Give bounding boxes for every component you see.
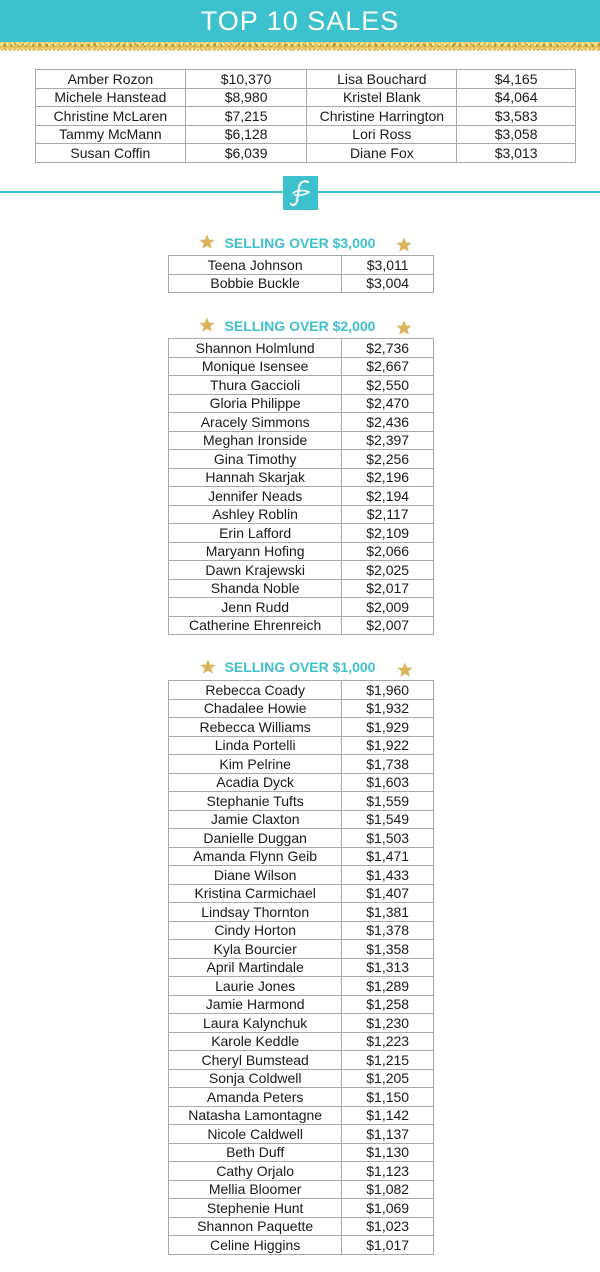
seller-name: Shannon Paquette — [169, 1217, 342, 1236]
seller-name: Kristina Carmichael — [169, 884, 342, 903]
table-row — [36, 88, 576, 107]
table-row — [169, 256, 434, 275]
sales-amount: $1,230 — [342, 1014, 434, 1033]
sales-amount: $2,109 — [342, 524, 434, 543]
sales-amount: $3,583 — [457, 107, 576, 126]
table-row — [169, 339, 434, 358]
sales-amount: $1,289 — [342, 977, 434, 996]
sales-amount: $1,929 — [342, 718, 434, 737]
sales-amount: $1,137 — [342, 1125, 434, 1144]
seller-name: Stephenie Hunt — [169, 1199, 342, 1218]
seller-name: Amber Rozon — [36, 70, 186, 89]
seller-name: Diane Wilson — [169, 866, 342, 885]
table-row — [169, 977, 434, 996]
seller-name: Dawn Krajewski — [169, 561, 342, 580]
seller-name: Hannah Skarjak — [169, 468, 342, 487]
sales-amount: $1,313 — [342, 958, 434, 977]
sales-amount: $1,603 — [342, 773, 434, 792]
sales-amount: $1,549 — [342, 810, 434, 829]
sales-amount: $2,017 — [342, 579, 434, 598]
table-row — [36, 107, 576, 126]
table-row — [169, 903, 434, 922]
seller-name: Bobbie Buckle — [169, 274, 342, 293]
seller-name: Gina Timothy — [169, 450, 342, 469]
page-title: TOP 10 SALES — [200, 5, 400, 36]
star-icon — [397, 662, 413, 678]
sales-amount: $2,397 — [342, 431, 434, 450]
seller-name: Christine McLaren — [36, 107, 186, 126]
table-row — [169, 505, 434, 524]
sales-amount: $1,130 — [342, 1143, 434, 1162]
sales-amount: $1,559 — [342, 792, 434, 811]
sales-amount: $2,550 — [342, 376, 434, 395]
sales-amount: $1,503 — [342, 829, 434, 848]
table-row — [169, 736, 434, 755]
table-row — [169, 866, 434, 885]
seller-name: Kristel Blank — [307, 88, 457, 107]
seller-name: Susan Coffin — [36, 144, 186, 163]
sales-amount: $1,023 — [342, 1217, 434, 1236]
table-row — [169, 995, 434, 1014]
section-title-over-3000: SELLING OVER $3,000 — [224, 235, 376, 251]
seller-name: Danielle Duggan — [169, 829, 342, 848]
sales-amount: $7,215 — [185, 107, 307, 126]
table-row — [169, 394, 434, 413]
table-row — [169, 718, 434, 737]
table-row — [169, 1143, 434, 1162]
seller-name: Kim Pelrine — [169, 755, 342, 774]
sales-amount: $3,011 — [342, 256, 434, 275]
seller-name: Jennifer Neads — [169, 487, 342, 506]
table-row — [169, 524, 434, 543]
table-row — [169, 681, 434, 700]
seller-name: Laurie Jones — [169, 977, 342, 996]
seller-name: Rebecca Coady — [169, 681, 342, 700]
table-row — [169, 450, 434, 469]
seller-name: Shanda Noble — [169, 579, 342, 598]
sales-amount: $2,196 — [342, 468, 434, 487]
table-row — [169, 755, 434, 774]
sales-amount: $1,922 — [342, 736, 434, 755]
header-banner — [0, 0, 600, 42]
table-row — [169, 274, 434, 293]
seller-name: Mellia Bloomer — [169, 1180, 342, 1199]
table-row — [169, 1217, 434, 1236]
table-row — [169, 376, 434, 395]
seller-name: Teena Johnson — [169, 256, 342, 275]
table-row — [169, 847, 434, 866]
section-title-over-2000: SELLING OVER $2,000 — [224, 318, 376, 334]
seller-name: Lindsay Thornton — [169, 903, 342, 922]
sales-amount: $1,381 — [342, 903, 434, 922]
table-row — [169, 1162, 434, 1181]
sales-amount: $1,223 — [342, 1032, 434, 1051]
sales-amount: $1,471 — [342, 847, 434, 866]
seller-name: Jamie Claxton — [169, 810, 342, 829]
sales-amount: $2,470 — [342, 394, 434, 413]
seller-name: Thura Gaccioli — [169, 376, 342, 395]
section-table-over-3000 — [168, 255, 434, 293]
sales-amount: $2,117 — [342, 505, 434, 524]
star-icon — [396, 320, 412, 336]
table-row — [169, 357, 434, 376]
sales-amount: $1,378 — [342, 921, 434, 940]
table-row — [169, 616, 434, 635]
table-row — [169, 1069, 434, 1088]
sales-amount: $2,066 — [342, 542, 434, 561]
sales-amount: $1,142 — [342, 1106, 434, 1125]
table-row — [169, 1125, 434, 1144]
seller-name: Beth Duff — [169, 1143, 342, 1162]
sales-amount: $2,736 — [342, 339, 434, 358]
seller-name: Karole Keddle — [169, 1032, 342, 1051]
table-row — [169, 487, 434, 506]
seller-name: Nicole Caldwell — [169, 1125, 342, 1144]
table-row — [36, 125, 576, 144]
seller-name: Lisa Bouchard — [307, 70, 457, 89]
table-row — [169, 1106, 434, 1125]
seller-name: Cathy Orjalo — [169, 1162, 342, 1181]
seller-name: Gloria Philippe — [169, 394, 342, 413]
seller-name: Sonja Coldwell — [169, 1069, 342, 1088]
sales-amount: $6,039 — [185, 144, 307, 163]
gold-glitter-edge — [0, 49, 600, 51]
seller-name: Amanda Flynn Geib — [169, 847, 342, 866]
seller-name: Aracely Simmons — [169, 413, 342, 432]
sales-amount: $2,025 — [342, 561, 434, 580]
table-row — [169, 1051, 434, 1070]
seller-name: Maryann Hofing — [169, 542, 342, 561]
sales-amount: $2,256 — [342, 450, 434, 469]
table-row — [169, 829, 434, 848]
seller-name: Catherine Ehrenreich — [169, 616, 342, 635]
sales-amount: $1,069 — [342, 1199, 434, 1218]
table-row — [169, 958, 434, 977]
table-row — [169, 598, 434, 617]
table-row — [169, 542, 434, 561]
seller-name: Shannon Holmlund — [169, 339, 342, 358]
sales-amount: $1,960 — [342, 681, 434, 700]
table-row — [169, 413, 434, 432]
section-table-over-1000 — [168, 680, 434, 1255]
table-row — [169, 468, 434, 487]
section-table-over-2000 — [168, 338, 434, 635]
sales-amount: $1,205 — [342, 1069, 434, 1088]
sales-amount: $1,433 — [342, 866, 434, 885]
sales-amount: $1,932 — [342, 699, 434, 718]
seller-name: Chadalee Howie — [169, 699, 342, 718]
table-row — [169, 773, 434, 792]
seller-name: Stephanie Tufts — [169, 792, 342, 811]
sales-amount: $1,358 — [342, 940, 434, 959]
seller-name: Celine Higgins — [169, 1236, 342, 1255]
sales-amount: $2,194 — [342, 487, 434, 506]
sales-amount: $2,436 — [342, 413, 434, 432]
seller-name: Erin Lafford — [169, 524, 342, 543]
sales-amount: $8,980 — [185, 88, 307, 107]
seller-name: Tammy McMann — [36, 125, 186, 144]
sales-amount: $10,370 — [185, 70, 307, 89]
table-row — [169, 1014, 434, 1033]
top-10-sales-table — [35, 69, 576, 163]
table-row — [36, 144, 576, 163]
sales-amount: $1,123 — [342, 1162, 434, 1181]
table-row — [169, 431, 434, 450]
table-row — [169, 940, 434, 959]
table-row — [169, 792, 434, 811]
sales-amount: $2,007 — [342, 616, 434, 635]
table-row — [169, 579, 434, 598]
seller-name: Ashley Roblin — [169, 505, 342, 524]
sales-amount: $1,082 — [342, 1180, 434, 1199]
sales-amount: $1,738 — [342, 755, 434, 774]
table-row — [169, 921, 434, 940]
star-icon — [396, 237, 412, 253]
table-row — [169, 884, 434, 903]
table-row — [169, 1088, 434, 1107]
seller-name: Laura Kalynchuk — [169, 1014, 342, 1033]
seller-name: Michele Hanstead — [36, 88, 186, 107]
divider-left — [0, 191, 283, 193]
sales-amount: $4,165 — [457, 70, 576, 89]
table-row — [169, 1032, 434, 1051]
sales-amount: $2,667 — [342, 357, 434, 376]
seller-name: Meghan Ironside — [169, 431, 342, 450]
seller-name: Monique Isensee — [169, 357, 342, 376]
sales-amount: $3,013 — [457, 144, 576, 163]
sales-amount: $1,258 — [342, 995, 434, 1014]
seller-name: Amanda Peters — [169, 1088, 342, 1107]
seller-name: Lori Ross — [307, 125, 457, 144]
seller-name: Kyla Bourcier — [169, 940, 342, 959]
seller-name: April Martindale — [169, 958, 342, 977]
sales-amount: $6,128 — [185, 125, 307, 144]
table-row — [169, 1236, 434, 1255]
seller-name: Jamie Harmond — [169, 995, 342, 1014]
sales-amount: $1,215 — [342, 1051, 434, 1070]
sales-amount: $1,150 — [342, 1088, 434, 1107]
seller-name: Natasha Lamontagne — [169, 1106, 342, 1125]
seller-name: Diane Fox — [307, 144, 457, 163]
table-row — [36, 70, 576, 89]
sales-amount: $2,009 — [342, 598, 434, 617]
table-row — [169, 1180, 434, 1199]
seller-name: Linda Portelli — [169, 736, 342, 755]
seller-name: Jenn Rudd — [169, 598, 342, 617]
seller-name: Cheryl Bumstead — [169, 1051, 342, 1070]
sales-amount: $3,004 — [342, 274, 434, 293]
divider-right — [318, 191, 600, 193]
table-row — [169, 699, 434, 718]
seller-name: Rebecca Williams — [169, 718, 342, 737]
seller-name: Christine Harrington — [307, 107, 457, 126]
sales-amount: $3,058 — [457, 125, 576, 144]
sales-amount: $1,407 — [342, 884, 434, 903]
section-title-over-1000: SELLING OVER $1,000 — [224, 659, 376, 675]
seller-name: Cindy Horton — [169, 921, 342, 940]
sales-amount: $4,064 — [457, 88, 576, 107]
table-row — [169, 1199, 434, 1218]
table-row — [169, 810, 434, 829]
seller-name: Acadia Dyck — [169, 773, 342, 792]
script-f-logo-icon — [283, 176, 318, 210]
sales-amount: $1,017 — [342, 1236, 434, 1255]
table-row — [169, 561, 434, 580]
